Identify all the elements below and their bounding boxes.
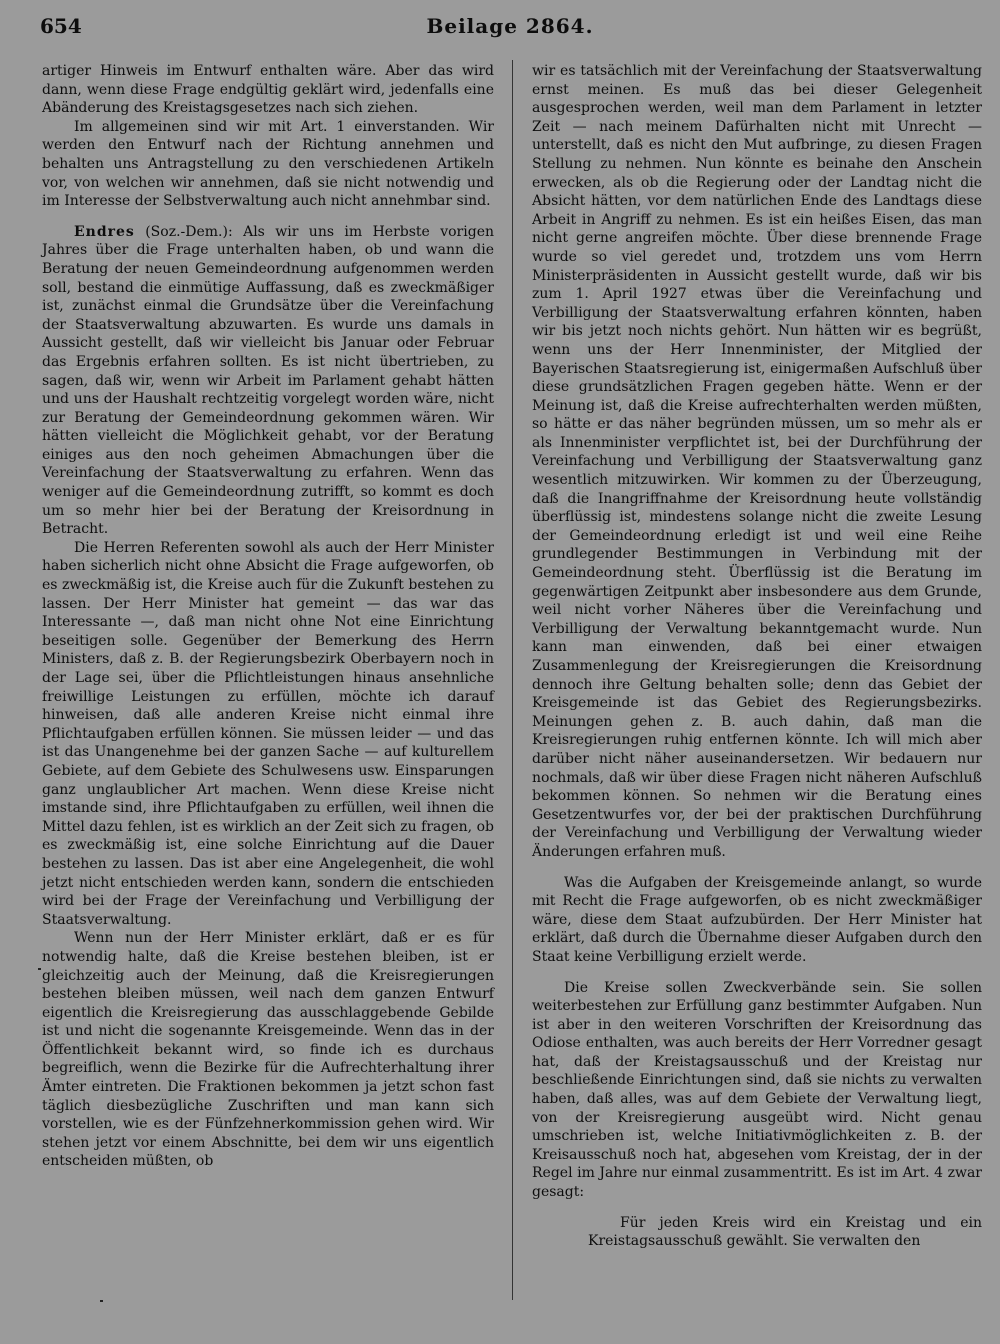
paragraph: Wenn nun der Herr Minister erklärt, daß er es für notwendig halte, daß die Kreise bestehen bleiben, ist er gleichzeitig auch der Meinung, daß die Kreisregierungen bestehen bleiben müssen, weil nach dem ganzen Entwurf eigentlich die Kreisregierung das ausschlaggebende Gebilde ist und nicht die sogenannte Kreisgemeinde. Wenn das in der Öffentlichkeit bekannt wird, so finde ich es durchaus begreiflich, wenn die Bezirke für die Aufrechterhaltung ihrer Ämter eintreten. Die Fraktionen bekommen ja jetzt schon fast täglich diesbezügliche Zuschriften und man kann sich vorstellen, wie es der Fünfzehnerkommission gehen wird. Wir stehen jetzt vor einem Abschnitte, bei dem wir uns eigentlich entscheiden müßten, ob: [42, 930, 494, 1170]
paragraph: artiger Hinweis im Entwurf enthalten wäre. Aber das wird dann, wenn diese Frage endgültig geklärt wird, jedenfalls eine Abänderung des Kreistagsgesetzes nach sich ziehen.: [42, 63, 494, 117]
print-speck: [38, 968, 41, 970]
paragraph: Die Kreise sollen Zweckverbände sein. Sie sollen weiterbestehen zur Erfüllung ganz bestimmter Aufgaben. Nun ist aber in den weiteren Vorschriften der Kreisordnung das Odiose enthalten, was auch bereits der Herr Vorredner gesagt hat, daß der Kreistagsausschuß und der Kreistag nur beschließende Einrichtungen sind, daß sie nichts zu verwalten haben, daß alles, was auf dem Gebiete der Verwaltung liegt, von der Kreisregierung ausgeübt wird. Nicht genau umschrieben ist, welche Initiativmöglichkeiten z. B. der Kreisausschuß noch hat, abgesehen vom Kreistag, der in der Regel im Jahre nur einmal zusammentritt. Es ist im Art. 4 zwar gesagt:: [532, 979, 982, 1201]
paragraph: Was die Aufgaben der Kreisgemeinde anlangt, so wurde mit Recht die Frage aufgeworfen, ob es nicht zweckmäßiger wäre, diese dem Staat aufzubürden. Der Herr Minister hat erklärt, daß durch die Übernahme dieser Aufgaben durch den Staat keine Verbilligung erzielt werde.: [532, 874, 982, 965]
speaker-party: (Soz.-Dem.):: [145, 223, 244, 240]
column-divider: [512, 60, 513, 1300]
speech-paragraph: [42, 223, 494, 539]
supplement-title: Beilage 2864.: [426, 14, 594, 38]
quoted-law-text: Für jeden Kreis wird ein Kreistag und ein Kreistagsausschuß gewählt. Sie verwalten den: [588, 1214, 982, 1250]
speaker-name: Endres: [74, 223, 135, 240]
left-column: [42, 62, 494, 1171]
speech-text: Als wir uns im Herbste vorigen Jahres über die Frage unterhalten haben, ob und wann die Beratung der neuen Gemeindeordnung aufgenommen werden soll, bestand die einmütige Auffassung, daß es zweckmäßiger ist, zunächst einmal die Grundsätze über die Vereinfachung der Staatsverwaltung abzuwarten. Es wurde uns damals in Aussicht gestellt, daß wir vielleicht bis Januar oder Februar das Ergebnis erfahren sollten. Es ist nicht übertrieben, zu sagen, daß wir, wenn wir Arbeit im Parlament gehabt hätten und uns der Haushalt rechtzeitig vorgelegt worden wäre, nicht zur Beratung der Gemeindeordnung gekommen wären. Wir hätten vielleicht die Möglichkeit gehabt, vor der Beratung einiges aus den noch geheimen Abmachungen über die Vereinfachung der Staatsverwaltung zu erfahren. Wenn das weniger auf die Gemeindeordnung zutrifft, so kommt es doch um so mehr hier bei der Beratung der Kreisordnung in Betracht.: [42, 223, 494, 538]
page-number: 654: [40, 14, 82, 38]
paragraph: Im allgemeinen sind wir mit Art. 1 einverstanden. Wir werden den Entwurf nach der Richtung annehmen und behalten uns Antragstellung zu den verschiedenen Artikeln vor, von welchen wir annehmen, daß sie nicht notwendig und im Interesse der Selbstverwaltung auch nicht annehmbar sind.: [42, 118, 494, 210]
paragraph: Die Herren Referenten sowohl als auch der Herr Minister haben sicherlich nicht ohne Absicht die Frage aufgeworfen, ob es zweckmäßig ist, die Kreise auch für die Zukunft bestehen zu lassen. Der Herr Minister hat gemeint — das war das Interessante —, daß man nicht ohne Not eine Einrichtung beseitigen solle. Gegenüber der Bemerkung des Herrn Ministers, daß z. B. der Regierungsbezirk Oberbayern noch in der Lage sei, über die Pflichtleistungen hinaus ansehnliche freiwillige Leistungen zu erfüllen, möchte ich darauf hinweisen, daß alle anderen Kreise nicht einmal ihre Pflichtaufgaben erfüllen können. Sie müssen leider — und das ist das Unangenehme bei der ganzen Sache — auf kulturellem Gebiete, auf dem Gebiete des Schulwesens usw. Einsparungen ganz unglaublicher Art machen. Wenn diese Kreise nicht imstande sind, ihre Pflichtaufgaben zu erfüllen, weil ihnen die Mittel dazu fehlen, ist es wirklich an der Zeit sich zu fragen, ob es zweckmäßig ist, eine solche Einrichtung auf die Dauer bestehen zu lassen. Das ist aber eine Angelegenheit, die wohl jetzt nicht entschieden werden kann, sondern die entschieden wird bei der Frage der Vereinfachung und Verbilligung der Staatsverwaltung.: [42, 539, 494, 928]
paragraph: wir es tatsächlich mit der Vereinfachung der Staatsverwaltung ernst meinen. Es muß das bei dieser Gelegenheit ausgesprochen werden, weil man dem Parlament in letzter Zeit — nach meinem Dafürhalten nicht mit Unrecht — unterstellt, daß es nicht den Mut aufbringe, zu diesen Fragen Stellung zu nehmen. Nun könnte es beinahe den Anschein erwecken, als ob die Regierung oder der Landtag nicht die Absicht hätten, vor dem natürlichen Ende des Landtags diese Arbeit in Angriff zu nehmen. Es ist ein heißes Eisen, das man nicht gerne angreifen möchte. Über diese brennende Frage wurde so viel geredet und, trotzdem uns vom Herrn Ministerpräsidenten in Aussicht gestellt wurde, daß wir bis zum 1. April 1927 etwas über die Vereinfachung und Verbilligung der Staatsverwaltung erfahren könnten, haben wir bis jetzt noch nichts gehört. Nun hätten wir es begrüßt, wenn uns der Herr Innenminister, der Mitglied der Bayerischen Staatsregierung ist, einigermaßen Aufschluß über diese grundsätzlichen Fragen gegeben hätte. Wenn er der Meinung ist, daß die Kreise aufrechterhalten werden müßten, so hätte er das näher begründen müssen, um so mehr als er als Innenminister verpflichtet ist, bei der Durchführung der Vereinfachung und Verbilligung der Staatsverwaltung ganz wesentlich mitzuwirken. Wir kommen zu der Überzeugung, daß die Inangriffnahme der Kreisordnung heute vollständig überflüssig ist, mindestens solange nicht die zweite Lesung der Gemeindeordnung erledigt ist und weil eine Reihe grundlegender Bestimmungen in Verbindung mit der Gemeindeordnung steht. Überflüssig ist die Beratung im gegenwärtigen Zeitpunkt aber insbesondere aus dem Grunde, weil nicht vorher Näheres über die Vereinfachung und Verbilligung der Verwaltung bekanntgemacht wurde. Nun kann man einwenden, daß bei einer etwaigen Zusammenlegung der Kreisregierungen die Kreisordnung dennoch ihre Geltung behalten solle; denn das Gebiet der Kreisgemeinde ist das Gebiet des Regierungsbezirks. Meinungen gehen z. B. auch dahin, daß man die Kreisregierungen ruhig entfernen könnte. Ich will mich aber darüber nicht näher auseinandersetzen. Wir bedauern nur nochmals, daß wir über diese Fragen nicht näheren Aufschluß bekommen können. So nehmen wir die Beratung eines Gesetzentwurfes vor, der bei der praktischen Durchführung der Vereinfachung und Verbilligung der Verwaltung wieder Änderungen erfahren muß.: [532, 63, 982, 860]
page-header: [40, 14, 980, 48]
print-speck: [100, 1300, 103, 1302]
right-column: [532, 62, 982, 1251]
